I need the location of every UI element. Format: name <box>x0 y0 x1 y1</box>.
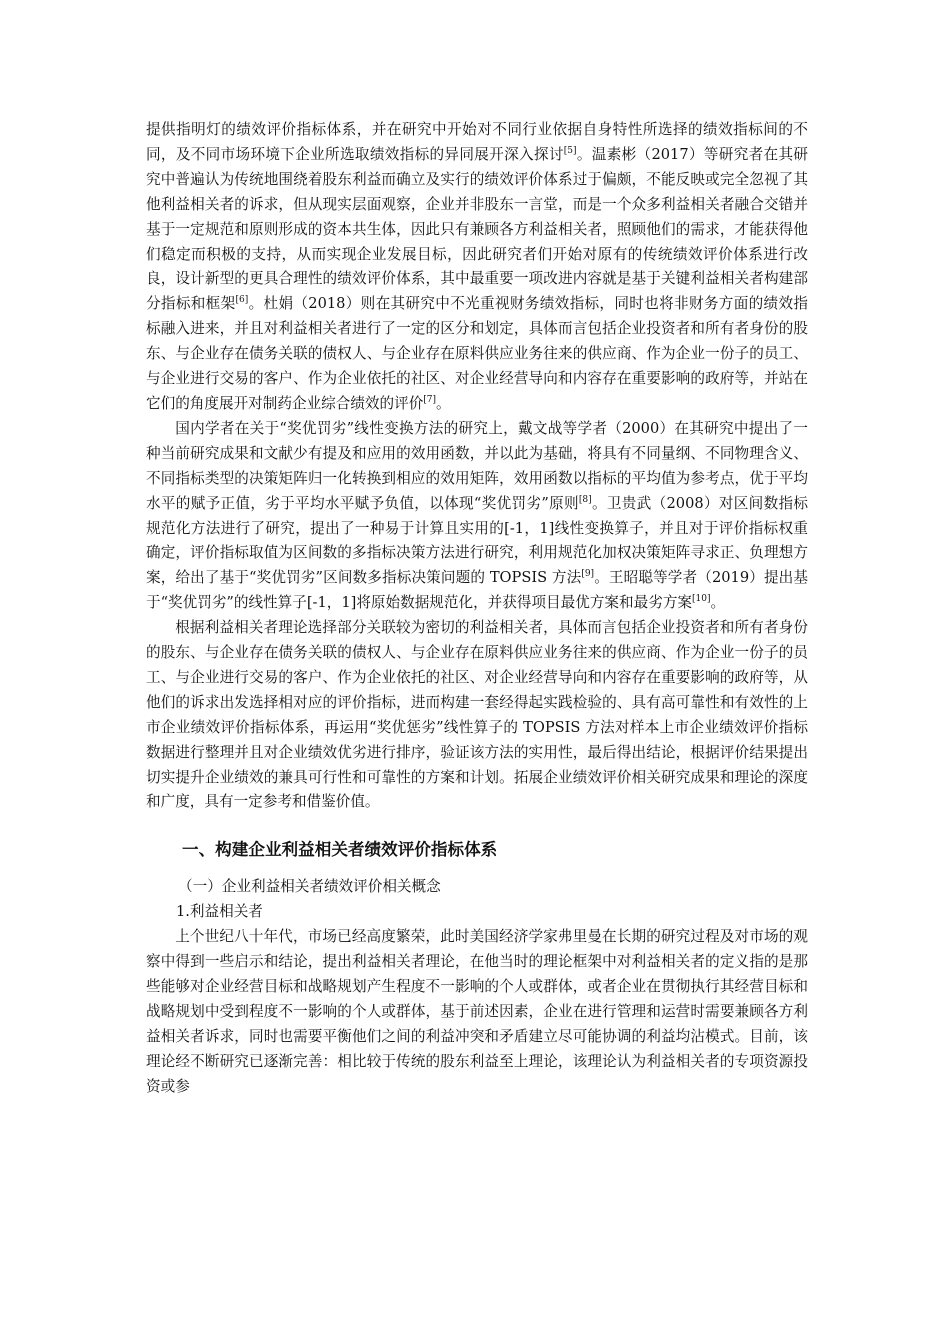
paragraph-text: 。温素彬（2017）等研究者在其研究中普遍认为传统地围绕着股东利益而确立及实行的绩效评价体系过于偏颇，不能反映或完全忽视了其他利益相关者的诉求，但从现实层面观察，企业并非股东一言堂，而是一个众多利益相关者融合交错并基于一定规范和原则形成的资本共生体，因此只有兼顾各方利益相关者，照顾他们的需求，才能获得他们稳定而积极的支持，从而实现企业发展目标，因此研究者们开始对原有的传统绩效评价体系进行改良，设计新型的更具合理性的绩效评价体系，其中最重要一项改进内容就是基于关键利益相关者构建部分指标和框架 <box>146 145 808 313</box>
citation-marker: [9] <box>581 569 595 580</box>
paragraph-text: 。卫贵武（2008）对区间数指标规范化方法进行了研究，提出了一种易于计算且实用的[-1，1]线性变换算子，并且对于评价指标权重确定，评价指标取值为区间数的多指标决策方法进行研究，利用规范化加权决策矩阵寻求正、负理想方案，给出了基于“奖优罚劣”区间数多指标决策问题的 TOPSIS 方法 <box>146 494 808 587</box>
citation-marker: [10] <box>692 594 711 605</box>
citation-marker: [7] <box>423 395 437 406</box>
citation-marker: [8] <box>578 494 592 505</box>
paragraph: 上个世纪八十年代，市场已经高度繁荣，此时美国经济学家弗里曼在长期的研究过程及对市场的观察中得到一些启示和结论，提出利益相关者理论，在他当时的理论框架中对利益相关者的定义指的是那些能够对企业经营目标和战略规划产生程度不一影响的个人或群体，或者企业在贯彻执行其经营目标和战略规划中受到程度不一影响的个人或群体，基于前述因素，企业在进行管理和运营时需要兼顾各方利益相关者诉求，同时也需要平衡他们之间的利益冲突和矛盾建立尽可能协调的利益均沾模式。目前，该理论经不断研究已逐渐完善：相比较于传统的股东利益至上理论，该理论认为利益相关者的专项资源投资或参 <box>146 928 808 1095</box>
paragraph-text: 提供指明灯的绩效评价指标体系，并在研究中开始对不同行业依据自身特性所选择的绩效指标间的不同，及不同市场环境下企业所选取绩效指标的异同展开深入探讨 <box>146 121 808 163</box>
citation-marker: [6] <box>235 295 249 306</box>
document-page <box>146 118 808 1100</box>
paragraph-text: 。杜娟（2018）则在其研究中不光重视财务绩效指标，同时也将非财务方面的绩效指标融入进来，并且对利益相关者进行了一定的区分和划定，具体而言包括企业投资者和所有者身份的股东、与企业存在债务关联的债权人、与企业存在原料供应业务往来的供应商、作为企业一份子的员工、与企业进行交易的客户、作为企业依托的社区、对企业经营导向和内容存在重要影响的政府等，并站在它们的角度展开对制药企业综合绩效的评价 <box>146 295 808 412</box>
citation-marker: [5] <box>563 146 577 157</box>
section-heading: 一、构建企业利益相关者绩效评价指标体系 <box>182 840 498 860</box>
paragraph <box>146 118 808 417</box>
paragraph <box>146 417 808 616</box>
subsection-heading: （一）企业利益相关者绩效评价相关概念 <box>178 878 441 896</box>
paragraph-text: 根据利益相关者理论选择部分关联较为密切的利益相关者，具体而言包括企业投资者和所有者身份的股东、与企业存在债务关联的债权人、与企业存在原料供应业务往来的供应商、作为企业一份子的员工、与企业进行交易的客户、作为企业依托的社区、对企业经营导向和内容存在重要影响的政府等，从他们的诉求出发选择相对应的评价指标，进而构建一套经得起实践检验的、具有高可靠性和有效性的上市企业绩效评价指标体系，再运用“奖优惩劣”线性算子的 TOPSIS 方法对样本上市企业绩效评价指标数据进行整理并且对企业绩效优劣进行排序，验证该方法的实用性，最后得出结论，根据评价结果提出切实提升企业绩效的兼具可行性和可靠性的方案和计划。拓展企业绩效评价相关研究成果和理论的深度和广度，具有一定参考和借鉴价值。 <box>146 619 808 811</box>
paragraph-text: 。王昭聪等学者（2019）提出基于“奖优罚劣”的线性算子[-1，1]将原始数据规范化，并获得项目最优方案和最劣方案 <box>146 569 808 612</box>
paragraph-text: 。 <box>710 594 726 612</box>
paragraph-text: 。 <box>436 394 451 412</box>
paragraph <box>146 616 808 815</box>
subsubsection-heading: 1.利益相关者 <box>176 903 263 921</box>
paragraph-text: 国内学者在关于“奖优罚劣”线性变换方法的研究上，戴文战等学者（2000）在其研究中提出了一种当前研究成果和文献少有提及和应用的效用函数，并以此为基础，将具有不同量纲、不同物理含义、不同指标类型的决策矩阵归一化转换到相应的效用矩阵，效用函数以指标的平均值为参考点，优于平均水平的赋予正值，劣于平均水平赋予负值，以体现“奖优罚劣”原则 <box>146 419 808 512</box>
